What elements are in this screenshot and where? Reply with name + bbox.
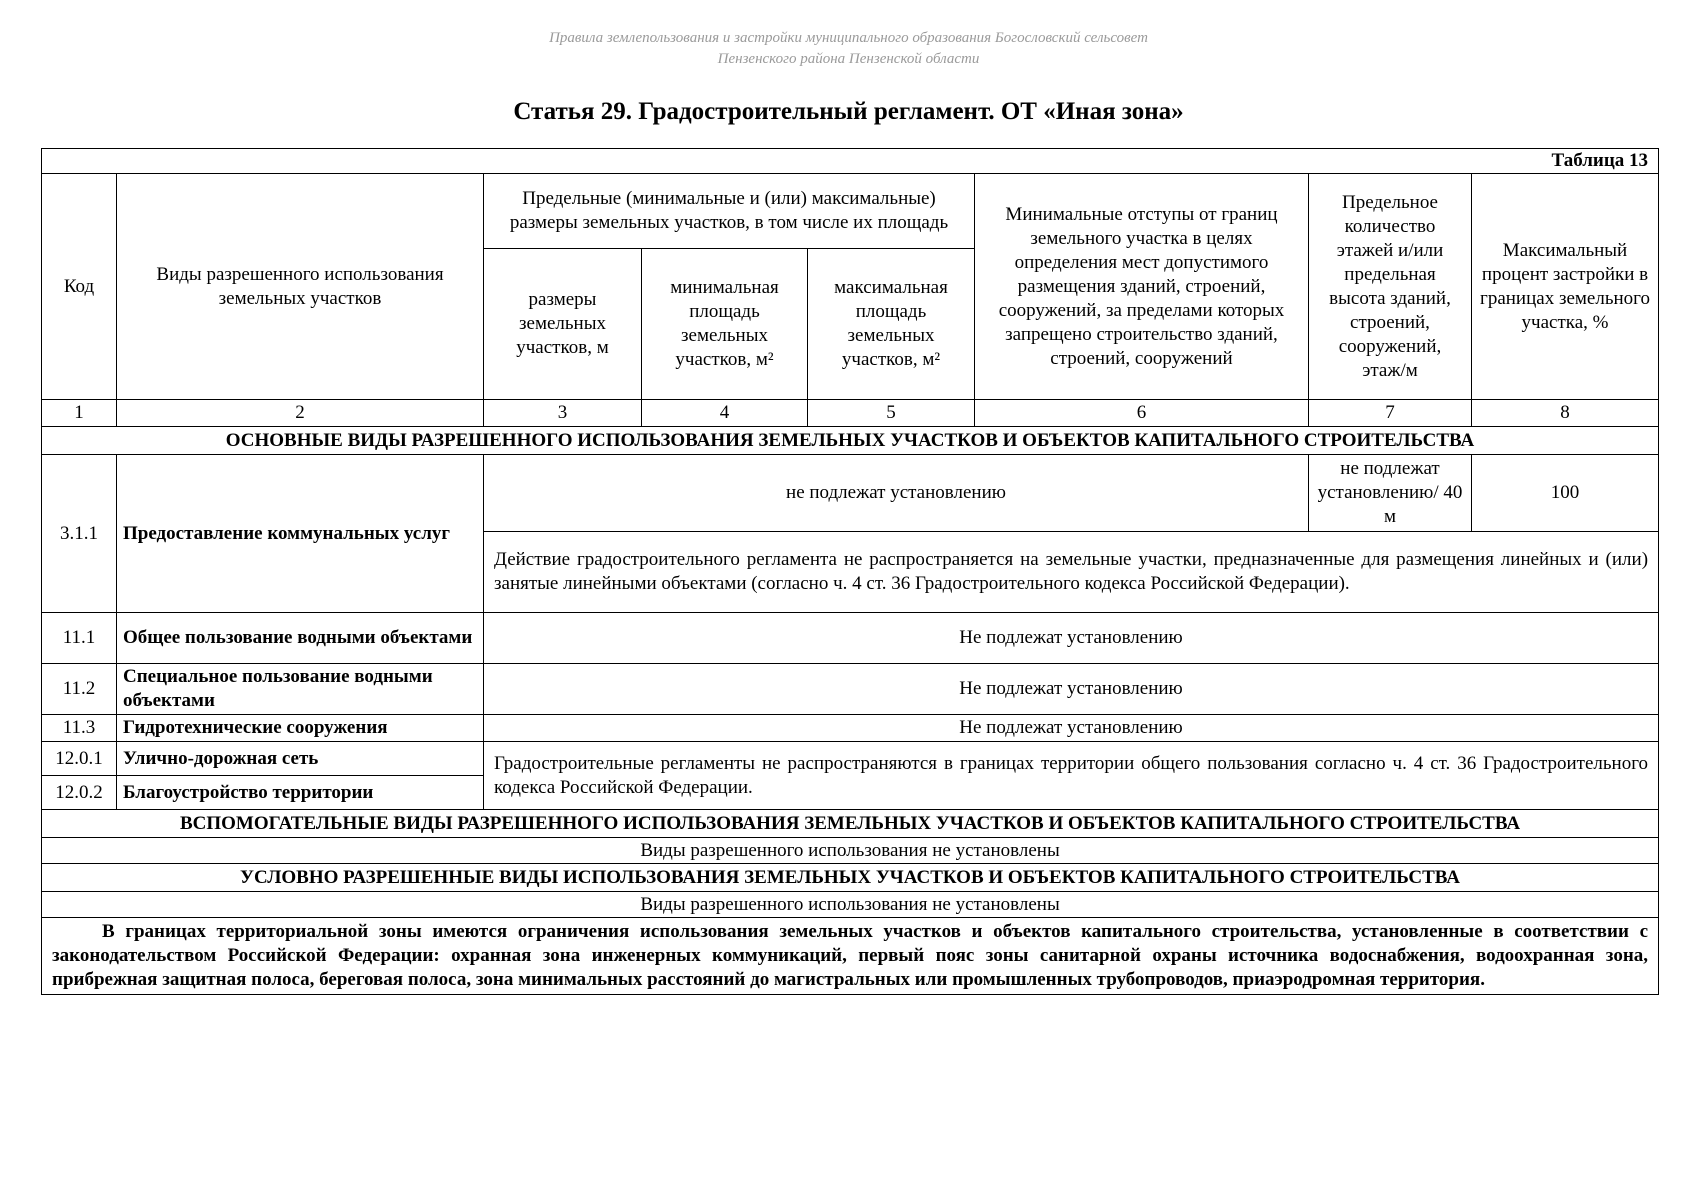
- page-title: Статья 29. Градостроительный регламент. ОТ «Иная зона»: [513, 98, 1184, 125]
- row-code: 11.1: [42, 613, 117, 664]
- running-header-line-2: Пензенского района Пензенской области: [717, 51, 980, 67]
- row-name: Благоустройство территории: [117, 776, 484, 810]
- column-number: 1: [42, 400, 117, 427]
- column-number: 8: [1472, 400, 1659, 427]
- header-code: Код: [42, 174, 117, 400]
- restrictions-row: [42, 918, 1659, 995]
- row-name: Специальное пользование водными объектами: [117, 664, 484, 715]
- column-number: 3: [484, 400, 642, 427]
- row-value: Не подлежат установлению: [484, 715, 1659, 742]
- section-cond-heading: УСЛОВНО РАЗРЕШЕННЫЕ ВИДЫ ИСПОЛЬЗОВАНИЯ ЗЕМЕЛЬНЫХ УЧАСТКОВ И ОБЪЕКТОВ КАПИТАЛЬНОГО СТРОИТЕЛЬСТВА: [42, 864, 1659, 892]
- row-name: Улично-дорожная сеть: [117, 742, 484, 776]
- header-types: Виды разрешенного использования земельных участков: [117, 174, 484, 400]
- table-row: [42, 613, 1659, 664]
- running-header-line-1: Правила землепользования и застройки муниципального образования Богословский сельсовет: [549, 30, 1148, 46]
- table-row: [42, 742, 1659, 776]
- row-code: 11.3: [42, 715, 117, 742]
- header-row-1: [42, 174, 1659, 249]
- row-floors-value: не подлежат установлению/ 40 м: [1309, 455, 1472, 532]
- header-min-area: минимальная площадь земельных участков, м²: [642, 249, 808, 400]
- table-row: [42, 664, 1659, 715]
- section-cond-row: [42, 864, 1659, 892]
- table-row: [42, 838, 1659, 864]
- column-number: 4: [642, 400, 808, 427]
- regulation-table: [41, 148, 1659, 995]
- running-header: [0, 28, 1697, 70]
- row-note: Действие градостроительного регламента не распространяется на земельные участки, предназначенные для размещения линейных и (или) занятые линейными объектами (согласно ч. 4 ст. 36 Градостроительного кодекса Российской Федерации).: [484, 532, 1659, 613]
- header-limits-group: Предельные (минимальные и (или) максимальные) размеры земельных участков, в том числе их площадь: [484, 174, 975, 249]
- row-code: 11.2: [42, 664, 117, 715]
- column-number: 2: [117, 400, 484, 427]
- header-setbacks: Минимальные отступы от границ земельного участка в целях определения мест допустимого размещения зданий, строений, сооружений, за пределами которых запрещено строительство зданий, строений, сооружений: [975, 174, 1309, 400]
- table-caption: Таблица 13: [42, 149, 1659, 174]
- header-max-area: максимальная площадь земельных участков, м²: [808, 249, 975, 400]
- row-value: Не подлежат установлению: [484, 613, 1659, 664]
- table-row: [42, 715, 1659, 742]
- header-sizes: размеры земельных участков, м: [484, 249, 642, 400]
- row-code: 3.1.1: [42, 455, 117, 613]
- row-name: Предоставление коммунальных услуг: [117, 455, 484, 613]
- row-value: Не подлежат установлению: [484, 664, 1659, 715]
- table-row: [42, 892, 1659, 918]
- row-note: Градостроительные регламенты не распространяются в границах территории общего пользования согласно ч. 4 ст. 36 Градостроительного кодекса Российской Федерации.: [484, 742, 1659, 810]
- row-code: 12.0.1: [42, 742, 117, 776]
- row-name: Общее пользование водными объектами: [117, 613, 484, 664]
- column-number-row: [42, 400, 1659, 427]
- section-main-heading: ОСНОВНЫЕ ВИДЫ РАЗРЕШЕННОГО ИСПОЛЬЗОВАНИЯ ЗЕМЕЛЬНЫХ УЧАСТКОВ И ОБЪЕКТОВ КАПИТАЛЬНОГО СТРОИТЕЛЬСТВА: [42, 427, 1659, 455]
- header-coverage: Максимальный процент застройки в границах земельного участка, %: [1472, 174, 1659, 400]
- cond-value: Виды разрешенного использования не установлены: [42, 892, 1659, 918]
- row-code: 12.0.2: [42, 776, 117, 810]
- table-row: [42, 455, 1659, 532]
- restrictions-note: В границах территориальной зоны имеются ограничения использования земельных участков и объектов капитального строительства, установленные в соответствии с законодательством Российской Федерации: охранная зона инженерных коммуникаций, первый пояс зоны санитарной охраны источника водоснабжения, водоохранная зона, прибрежная защитная полоса, береговая полоса, зона минимальных расстояний до магистральных или промышленных трубопроводов, приаэродромная территория.: [42, 918, 1659, 995]
- column-number: 5: [808, 400, 975, 427]
- column-number: 6: [975, 400, 1309, 427]
- section-main-row: [42, 427, 1659, 455]
- table-caption-row: [42, 149, 1659, 174]
- row-limits-value: не подлежат установлению: [484, 455, 1309, 532]
- header-floors: Предельное количество этажей и/или предельная высота зданий, строений, сооружений, этаж/м: [1309, 174, 1472, 400]
- aux-value: Виды разрешенного использования не установлены: [42, 838, 1659, 864]
- section-aux-row: [42, 810, 1659, 838]
- section-aux-heading: ВСПОМОГАТЕЛЬНЫЕ ВИДЫ РАЗРЕШЕННОГО ИСПОЛЬЗОВАНИЯ ЗЕМЕЛЬНЫХ УЧАСТКОВ И ОБЪЕКТОВ КАПИТАЛЬНОГО СТРОИТЕЛЬСТВА: [42, 810, 1659, 838]
- row-coverage-value: 100: [1472, 455, 1659, 532]
- row-name: Гидротехнические сооружения: [117, 715, 484, 742]
- column-number: 7: [1309, 400, 1472, 427]
